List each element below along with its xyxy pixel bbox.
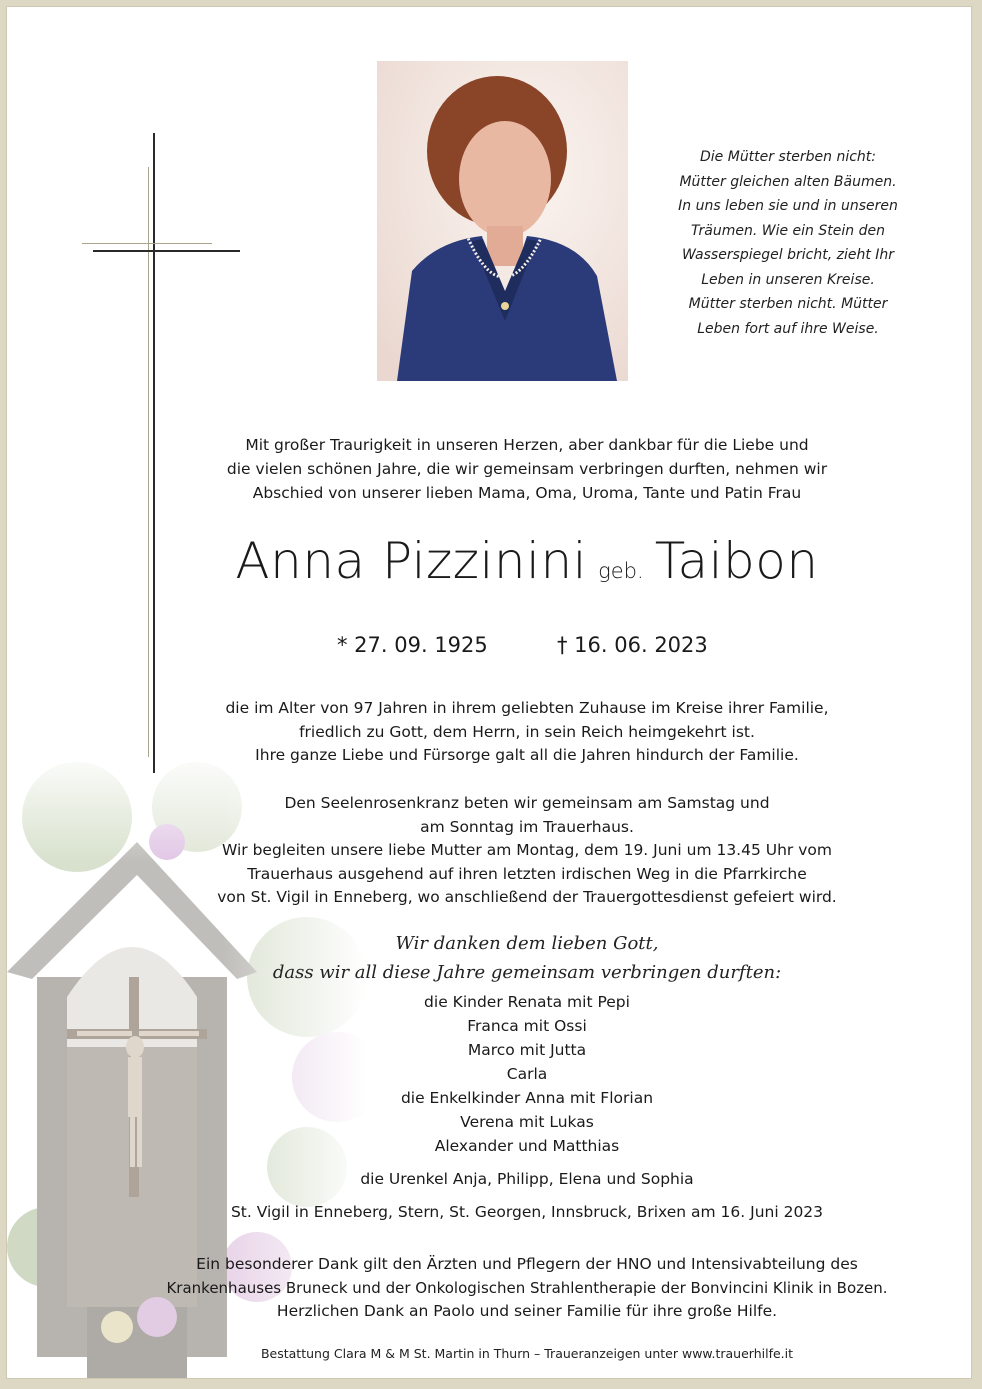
special-thanks (127, 1253, 927, 1324)
death-date: † 16. 06. 2023 (557, 633, 708, 657)
special-thanks-line: Ein besonderer Dank gilt den Ärzten und Pflegern der HNO und Intensivabteilung des (196, 1255, 858, 1273)
quote-line: Mütter sterben nicht. Mütter (688, 296, 888, 312)
quote-line: Wasserspiegel bricht, zieht Ihr (681, 247, 895, 263)
quote-line: Leben in unseren Kreise. (701, 271, 875, 288)
intro-line: Abschied von unserer lieben Mama, Oma, Uroma, Tante und Patin Frau (252, 484, 802, 502)
passing-text (177, 697, 877, 768)
funeral-line: Den Seelenrosenkranz beten wir gemeinsam am Samstag und (284, 794, 770, 812)
quote-line: Träumen. Wie ein Stein den (691, 222, 885, 239)
intro-text (177, 433, 877, 505)
deceased-name (137, 532, 917, 590)
body-line: friedlich zu Gott, dem Herrn, in sein Reich heimgekehrt ist. (299, 722, 755, 741)
special-thanks-line: Krankenhauses Bruneck und der Onkologischen Strahlentherapie der Bonvincini Klinik in Bozen. (166, 1278, 888, 1297)
obituary-page (6, 6, 972, 1379)
thanks-line: Wir danken dem lieben Gott, (395, 933, 659, 954)
funeral-line: Trauerhaus ausgehend auf ihren letzten irdischen Weg in die Pfarrkirche (247, 864, 807, 883)
great-grandchildren: die Urenkel Anja, Philipp, Elena und Sophia (360, 1170, 694, 1188)
deceased-full-name: Anna Pizzinini (235, 532, 588, 590)
intro-line: die vielen schönen Jahre, die wir gemeinsam verbringen durften, nehmen wir (226, 460, 828, 478)
funeral-home-footer: Bestattung Clara M & M St. Martin in Thurn – Traueranzeigen unter www.trauerhilfe.it (260, 1346, 794, 1361)
funeral-line: von St. Vigil in Enneberg, wo anschließend der Trauergottesdienst gefeiert wird. (217, 888, 837, 906)
quote-line: Leben fort auf ihre Weise. (697, 320, 879, 337)
family-line: die Kinder Renata mit Pepi (424, 993, 630, 1011)
quote-line: Mütter gleichen alten Bäumen. (679, 173, 897, 190)
body-line: Ihre ganze Liebe und Fürsorge galt all die Jahren hindurch der Familie. (255, 746, 799, 764)
thanks-to-god (177, 929, 877, 987)
portrait-photo (377, 61, 628, 381)
birth-date: * 27. 09. 1925 (337, 633, 488, 657)
thanks-line: dass wir all diese Jahre gemeinsam verbringen durften: (272, 962, 782, 983)
family-line: Carla (506, 1065, 548, 1083)
family-line: Verena mit Lukas (460, 1113, 594, 1131)
intro-line: Mit großer Traurigkeit in unseren Herzen, aber dankbar für die Liebe und (245, 436, 809, 454)
family-list (177, 990, 877, 1158)
funeral-line: am Sonntag im Trauerhaus. (420, 817, 634, 836)
place-date: St. Vigil in Enneberg, Stern, St. Georgen, Innsbruck, Brixen am 16. Juni 2023 (230, 1203, 824, 1221)
funeral-info (177, 792, 877, 910)
body-line: die im Alter von 97 Jahren in ihrem geliebten Zuhause im Kreise ihrer Familie, (225, 699, 829, 717)
family-line: Marco mit Jutta (467, 1041, 587, 1059)
special-thanks-line: Herzlichen Dank an Paolo und seiner Familie für ihre große Hilfe. (276, 1302, 778, 1320)
family-line: die Enkelkinder Anna mit Florian (400, 1089, 654, 1107)
maiden-name: Taibon (654, 532, 819, 590)
quote-line: In uns leben sie und in unseren (678, 198, 898, 214)
family-line: Alexander und Matthias (434, 1137, 620, 1155)
memorial-quote (635, 145, 941, 341)
family-line: Franca mit Ossi (467, 1017, 587, 1035)
funeral-line: Wir begleiten unsere liebe Mutter am Montag, dem 19. Juni um 13.45 Uhr vom (222, 841, 832, 859)
quote-line: Die Mütter sterben nicht: (700, 149, 876, 165)
maiden-prefix: geb. (598, 559, 644, 583)
